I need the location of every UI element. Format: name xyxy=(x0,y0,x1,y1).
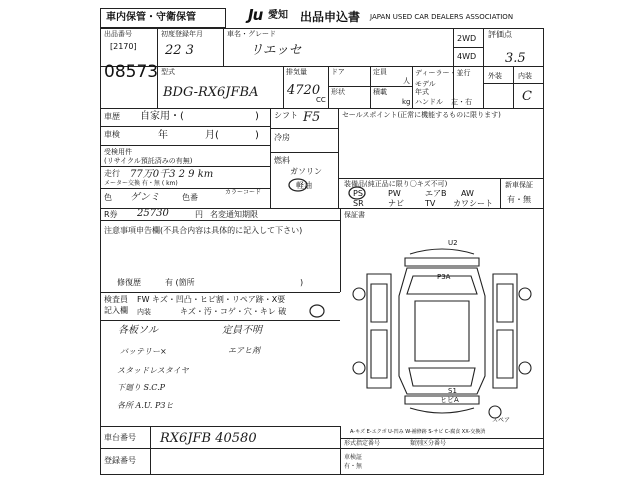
lot-number-label: 出品番号 xyxy=(104,30,132,38)
load-unit: kg xyxy=(402,98,411,106)
first-registration-value: 22 3 xyxy=(165,43,194,58)
sales-point-label: セールスポイント(正常に機能するものに限ります) xyxy=(342,111,501,119)
spare-label: スペア xyxy=(492,417,511,424)
car-name-value: リエッセ xyxy=(250,43,302,58)
drive-4wd: 4WD xyxy=(457,52,477,61)
model-year-sub: 年式 xyxy=(415,88,429,96)
equip-aw: AW xyxy=(461,189,474,198)
model-type-label: 型式 xyxy=(161,68,175,76)
shift-label: シフト xyxy=(274,111,298,120)
equipment-label: 装備品(純正品に限り〇キズ不可) xyxy=(344,180,448,188)
repair-close: ) xyxy=(300,278,304,287)
interior-label: 内装 xyxy=(518,72,532,80)
handle-label: ハンドル xyxy=(415,98,443,106)
inspection-year: 年 xyxy=(158,130,168,141)
displacement-label: 排気量 xyxy=(286,68,307,76)
equip-airbag: エアB xyxy=(425,189,447,198)
load-label: 積載 xyxy=(373,88,387,96)
new-car-warranty-label: 新車保証 xyxy=(505,181,533,189)
displacement-unit: CC xyxy=(316,96,326,104)
color-value: ゲンミ xyxy=(130,192,160,203)
note-2a: バッテリー× xyxy=(120,347,167,356)
fuel-diesel: 軽油 xyxy=(296,181,312,190)
equip-seat: カワシート xyxy=(453,199,493,208)
handle-value: 左・右 xyxy=(451,98,472,106)
model-type-value: BDG-RX6JFBA xyxy=(163,85,259,100)
remark-sub: (リサイクル預託済みの有無) xyxy=(104,157,193,165)
recycle-label: R券 xyxy=(104,210,118,219)
notes-header: 注意事項申告欄(不具合内容は具体的に記入して下さい) xyxy=(104,226,303,235)
history-label: 車歴 xyxy=(104,112,120,121)
model-year-label: モデル xyxy=(415,80,436,88)
remark-label: 受検用件 xyxy=(104,148,132,156)
equip-navi: ナビ xyxy=(388,199,404,208)
note-5: 各所 A.U. P3ヒ xyxy=(117,401,174,410)
remarks-label: 保証書 xyxy=(344,211,365,219)
category-number-label: 類別区分番号 xyxy=(410,440,447,447)
ju-logo: Ju xyxy=(248,6,263,24)
drive-2wd: 2WD xyxy=(457,34,477,43)
dealer-label: ディーラー・並行 xyxy=(415,69,471,77)
inspector-line-2: キズ・汚・コゲ・穴・キレ 破 xyxy=(180,307,287,316)
equip-tv: TV xyxy=(425,199,436,208)
inspector-circle-mark xyxy=(308,303,326,319)
note-1b: 定員不明 xyxy=(222,325,262,336)
equipment-circle-mark xyxy=(347,186,367,200)
damage-label-s1: S1 xyxy=(448,387,457,395)
shift-value: F5 xyxy=(303,110,321,125)
chassis-value: RX6JFB 40580 xyxy=(160,431,257,446)
chassis-label: 車台番号 xyxy=(104,433,136,442)
score-value: 3.5 xyxy=(505,51,526,66)
equip-sr: SR xyxy=(353,199,364,208)
document-title: 出品申込書 xyxy=(300,10,361,24)
damage-label-p3a: P3A xyxy=(437,273,451,281)
name-change-label: 名変通知期限 xyxy=(210,210,258,219)
equip-ps: PS xyxy=(353,189,363,198)
capacity-label: 定員 xyxy=(373,68,387,76)
registration-number-label: 登録番号 xyxy=(104,456,136,465)
repair-label: 修復歴 xyxy=(117,278,141,287)
vehicle-certificate-label: 車検証 xyxy=(344,454,363,461)
inspector-line-2-prefix: 内装 xyxy=(137,308,151,316)
inspector-line-1: FW キズ・凹凸・ヒビ割・リペア跡・X要 xyxy=(137,295,286,304)
car-name-label: 車名・グレード xyxy=(227,30,276,38)
recycle-value: 25730 xyxy=(137,208,169,219)
capacity-unit: 人 xyxy=(403,77,410,85)
fuel-label: 燃料 xyxy=(274,156,290,165)
inspection-label: 車検 xyxy=(104,130,120,139)
equip-pw: PW xyxy=(388,189,401,198)
color-number-label: 色番 xyxy=(182,193,198,202)
shape-label: 形状 xyxy=(331,88,345,96)
note-4: 下廻り S.C.P xyxy=(117,383,166,392)
score-label: 評価点 xyxy=(488,30,512,39)
org-name: 愛知 xyxy=(268,10,288,21)
repair-value: 有 (箇所 xyxy=(165,278,195,287)
interior-value: C xyxy=(522,89,532,104)
door-label: ドア xyxy=(331,68,345,76)
note-3: スタッドレスタイヤ xyxy=(117,366,189,375)
color-code-label: カラーコード xyxy=(225,189,262,196)
note-1a: 各板ソル xyxy=(118,325,158,336)
damage-label-crack: ヒビA xyxy=(440,396,459,404)
lot-prefix: [2170] xyxy=(110,42,137,51)
history-value: 自家用・( xyxy=(140,111,184,122)
color-label: 色 xyxy=(104,193,112,202)
lot-number: 08573 xyxy=(104,62,159,82)
storage-title: 車内保管・守衛保管 xyxy=(106,12,196,23)
mileage-value: 77万0千3 2 9 km xyxy=(130,169,214,180)
first-registration-label: 初度登録年月 xyxy=(161,30,203,38)
ac-label: 冷房 xyxy=(274,133,290,142)
new-car-warranty-value: 有・無 xyxy=(507,195,531,204)
exterior-label: 外装 xyxy=(488,72,502,80)
vehicle-certificate-sub: 有・無 xyxy=(344,463,363,470)
mileage-label: 走行 xyxy=(104,169,120,178)
inspection-close: ) xyxy=(255,130,259,141)
inspection-month: 月( xyxy=(205,130,219,141)
fuel-circle-mark xyxy=(287,177,309,193)
recycle-unit: 円 xyxy=(195,210,203,219)
note-2b: エアヒ剤 xyxy=(228,346,260,355)
history-close: ) xyxy=(255,111,259,122)
mileage-note: メーター交換 有・無 ( km) xyxy=(104,180,178,187)
fuel-gasoline: ガソリン xyxy=(290,167,322,176)
displacement-value: 4720 xyxy=(287,83,321,98)
storage-title-box xyxy=(100,8,226,28)
inspector-label-2: 記入欄 xyxy=(104,306,128,315)
damage-legend: A-キズ E-エクボ U-凹み W-補修跡 S-サビ C-腐食 XX-交換済 xyxy=(350,429,486,435)
inspector-label: 検査員 xyxy=(104,295,128,304)
damage-label-u2: U2 xyxy=(448,239,458,247)
association-name: JAPAN USED CAR DEALERS ASSOCIATION xyxy=(370,13,514,21)
type-certification-label: 形式指定番号 xyxy=(344,440,381,447)
